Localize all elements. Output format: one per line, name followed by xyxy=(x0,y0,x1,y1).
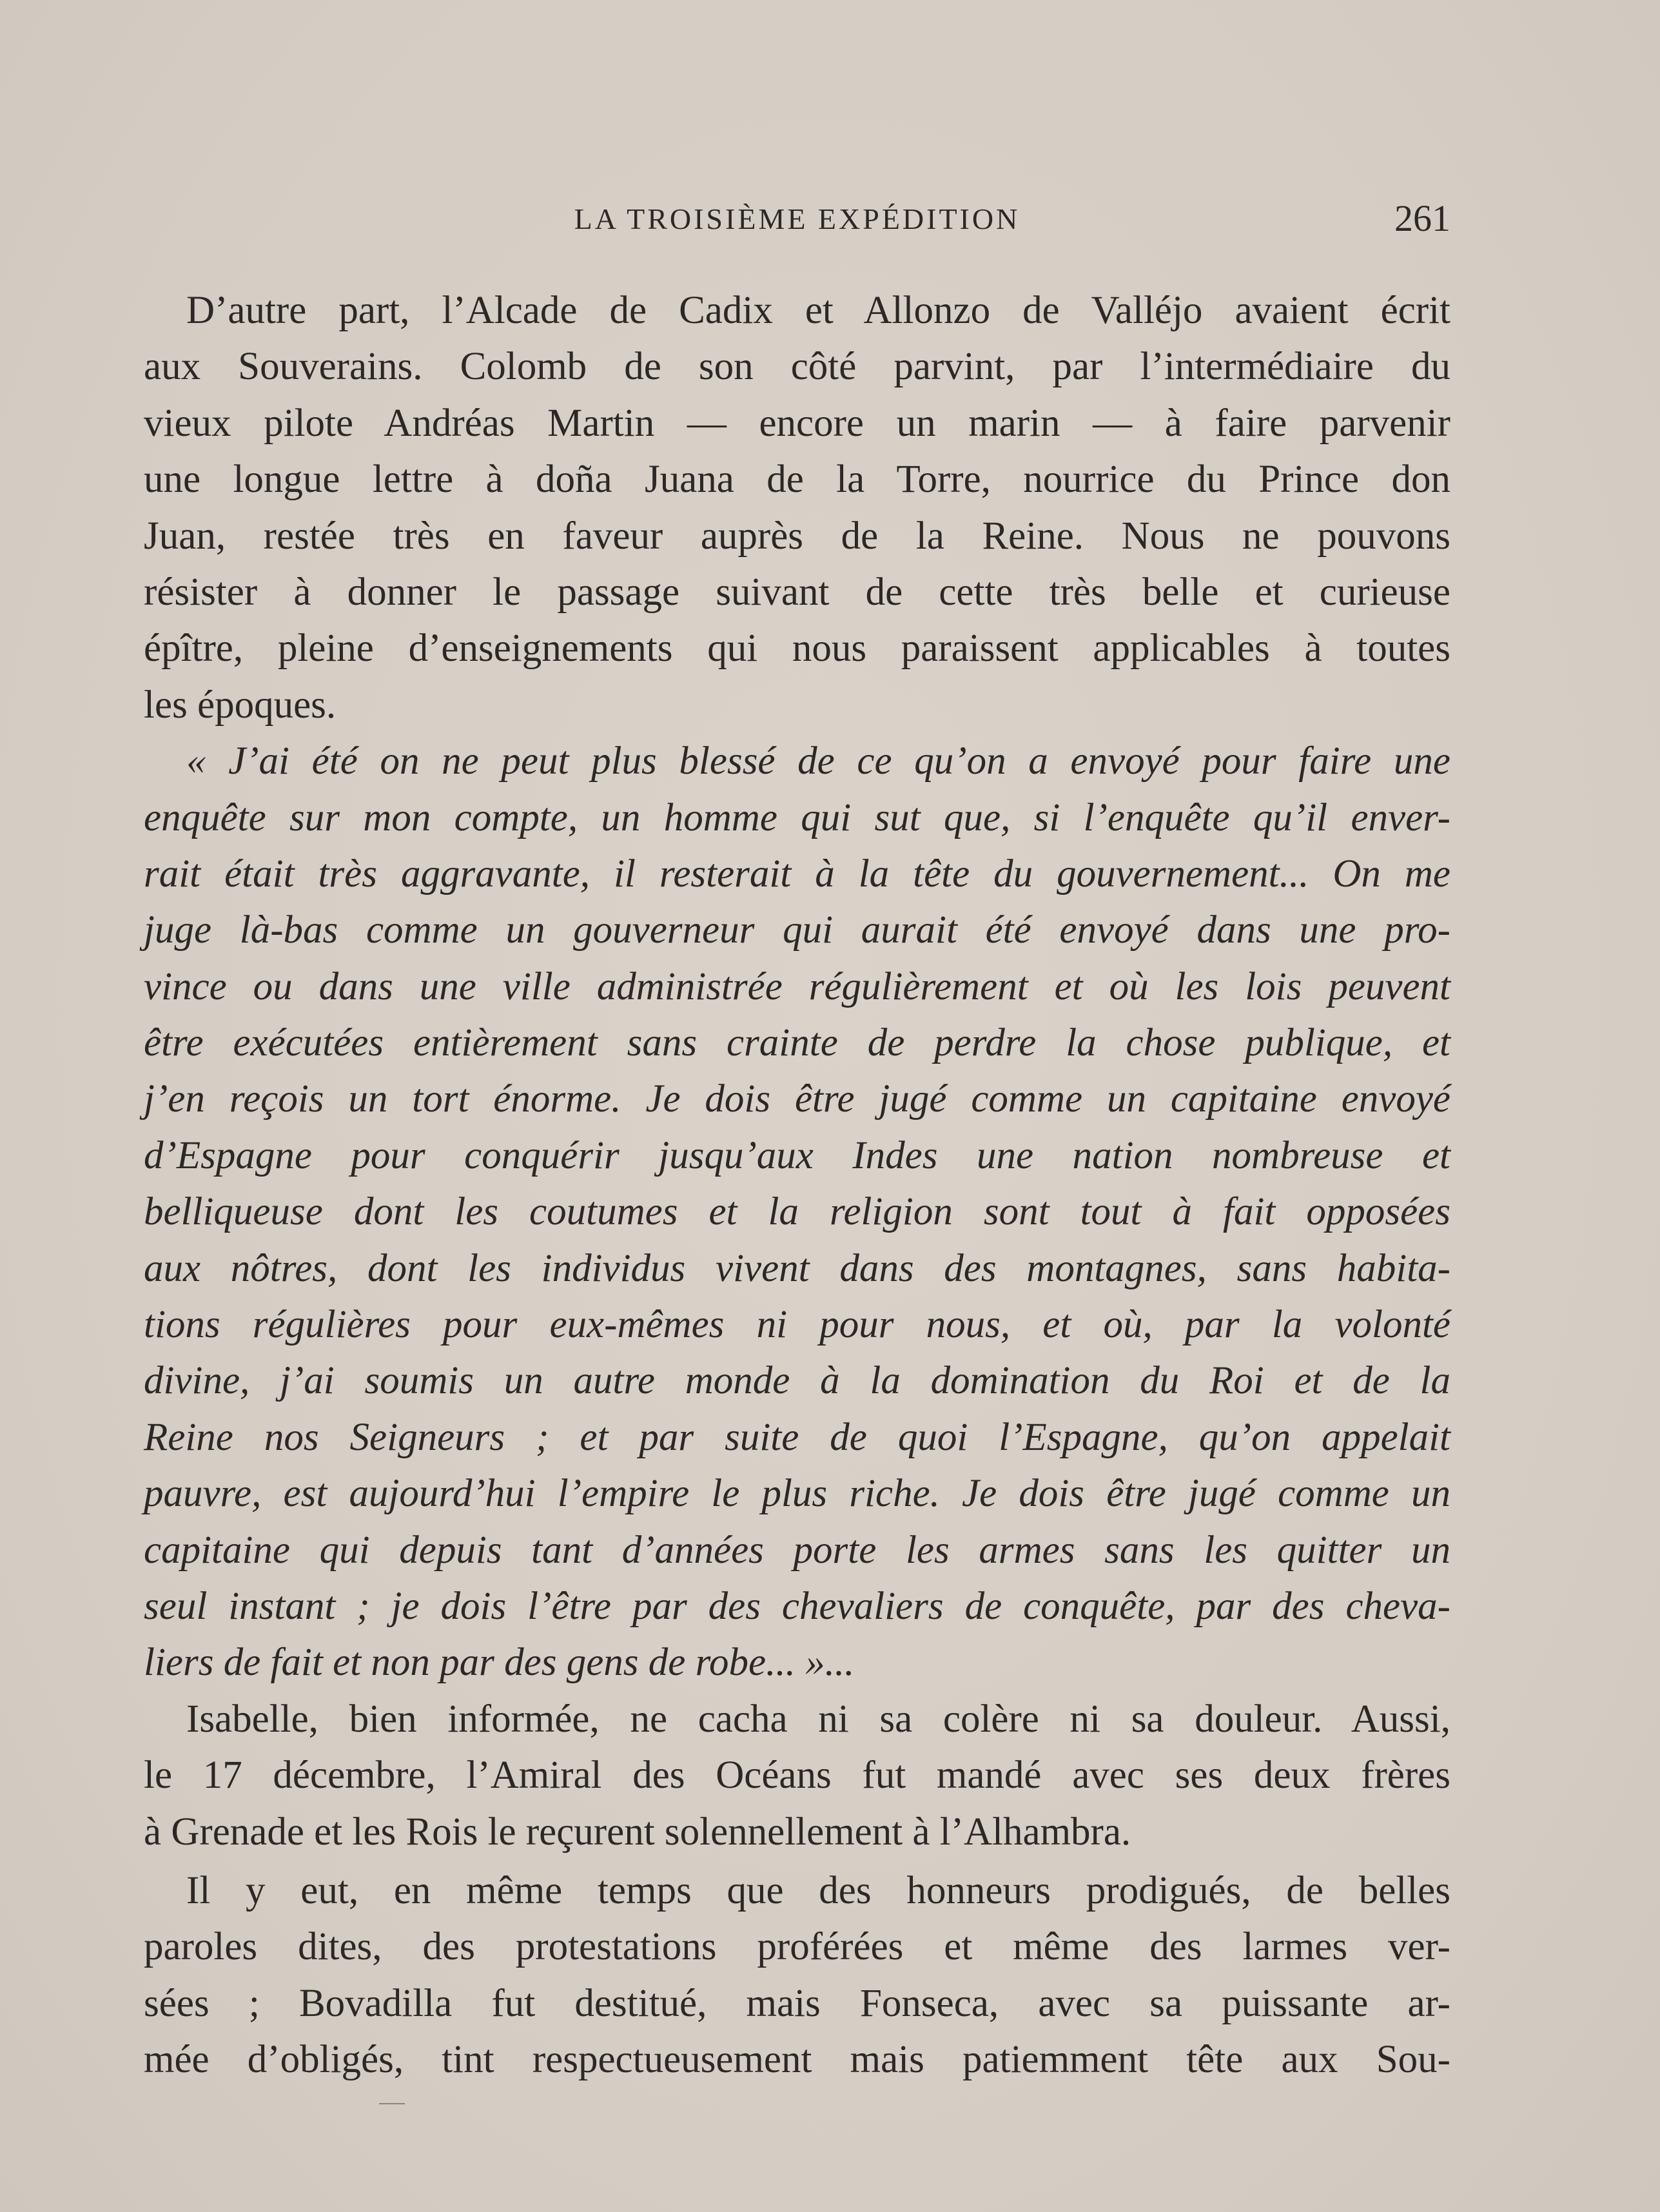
text-line: mée d’obligés, tint respectueusement mais patiemment tête aux Sou- xyxy=(144,2038,1450,2082)
paragraph xyxy=(144,1691,1450,1860)
page-number: 261 xyxy=(1394,197,1450,239)
text-line: capitaine qui depuis tant d’années porte les armes sans les quitter un xyxy=(144,1528,1450,1572)
running-title: LA TROISIÈME EXPÉDITION xyxy=(574,202,1020,235)
page-body xyxy=(144,282,1450,2088)
text-line: d’Espagne pour conquérir jusqu’aux Indes une nation nombreuse et xyxy=(144,1133,1450,1177)
text-line: vince ou dans une ville administrée régulièrement et où les lois peuvent xyxy=(144,964,1450,1008)
text-line: le 17 décembre, l’Amiral des Océans fut mandé avec ses deux frères xyxy=(144,1754,1450,1797)
text-line: sées ; Bovadilla fut destitué, mais Fonseca, avec sa puissante ar- xyxy=(144,1981,1450,2025)
text-line: paroles dites, des protestations proférées et même des larmes ver- xyxy=(144,1925,1450,1969)
text-line: belliqueuse dont les coutumes et la religion sont tout à fait opposées xyxy=(144,1190,1450,1234)
paragraph xyxy=(144,282,1450,733)
text-line: à Grenade et les Rois le reçurent solennellement à l’Alhambra. xyxy=(144,1810,1131,1854)
text-line: juge là-bas comme un gouverneur qui aurait été envoyé dans une pro- xyxy=(144,908,1450,952)
text-line: liers de fait et non par des gens de robe... »... xyxy=(144,1641,855,1685)
text-line: Isabelle, bien informée, ne cacha ni sa colère ni sa douleur. Aussi, xyxy=(186,1697,1450,1741)
text-line: Il y eut, en même temps que des honneurs prodigués, de belles xyxy=(186,1868,1450,1912)
page-header xyxy=(144,197,1450,242)
text-line: tions régulières pour eux-mêmes ni pour nous, et où, par la volonté xyxy=(144,1303,1450,1347)
text-line: divine, j’ai soumis un autre monde à la domination du Roi et de la xyxy=(144,1359,1450,1403)
text-line: « J’ai été on ne peut plus blessé de ce qu’on a envoyé pour faire une xyxy=(186,739,1450,783)
text-line: rait était très aggravante, il resterait à la tête du gouvernement... On me xyxy=(144,852,1450,896)
text-line: D’autre part, l’Alcade de Cadix et Allonzo de Valléjo avaient écrit xyxy=(186,289,1450,332)
text-line: aux nôtres, dont les individus vivent dans des montagnes, sans habita- xyxy=(144,1246,1450,1290)
text-line: les époques. xyxy=(144,683,337,727)
text-line: pauvre, est aujourd’hui l’empire le plus riche. Je dois être jugé comme un xyxy=(144,1472,1450,1516)
text-line: enquête sur mon compte, un homme qui sut que, si l’enquête qu’il enver- xyxy=(144,796,1450,839)
text-line: j’en reçois un tort énorme. Je dois être jugé comme un capitaine envoyé xyxy=(144,1077,1450,1121)
text-line: épître, pleine d’enseignements qui nous paraissent applicables à toutes xyxy=(144,627,1450,670)
text-line: résister à donner le passage suivant de cette très belle et curieuse xyxy=(144,570,1450,614)
text-line: Reine nos Seigneurs ; et par suite de quoi l’Espagne, qu’on appelait xyxy=(144,1415,1450,1459)
text-line: seul instant ; je dois l’être par des chevaliers de conquête, par des cheva- xyxy=(144,1584,1450,1628)
text-line: aux Souverains. Colomb de son côté parvint, par l’intermédiaire du xyxy=(144,345,1450,389)
text-line: une longue lettre à doña Juana de la Torre, nourrice du Prince don xyxy=(144,458,1450,502)
paragraph xyxy=(144,1863,1450,2088)
text-line: vieux pilote Andréas Martin — encore un marin — à faire parvenir xyxy=(144,401,1450,445)
text-line: être exécutées entièrement sans crainte de perdre la chose publique, et xyxy=(144,1021,1450,1065)
text-line: Juan, restée très en faveur auprès de la Reine. Nous ne pouvons xyxy=(144,514,1450,558)
quoted-letter-paragraph xyxy=(144,733,1450,1691)
print-mark xyxy=(379,2103,405,2104)
